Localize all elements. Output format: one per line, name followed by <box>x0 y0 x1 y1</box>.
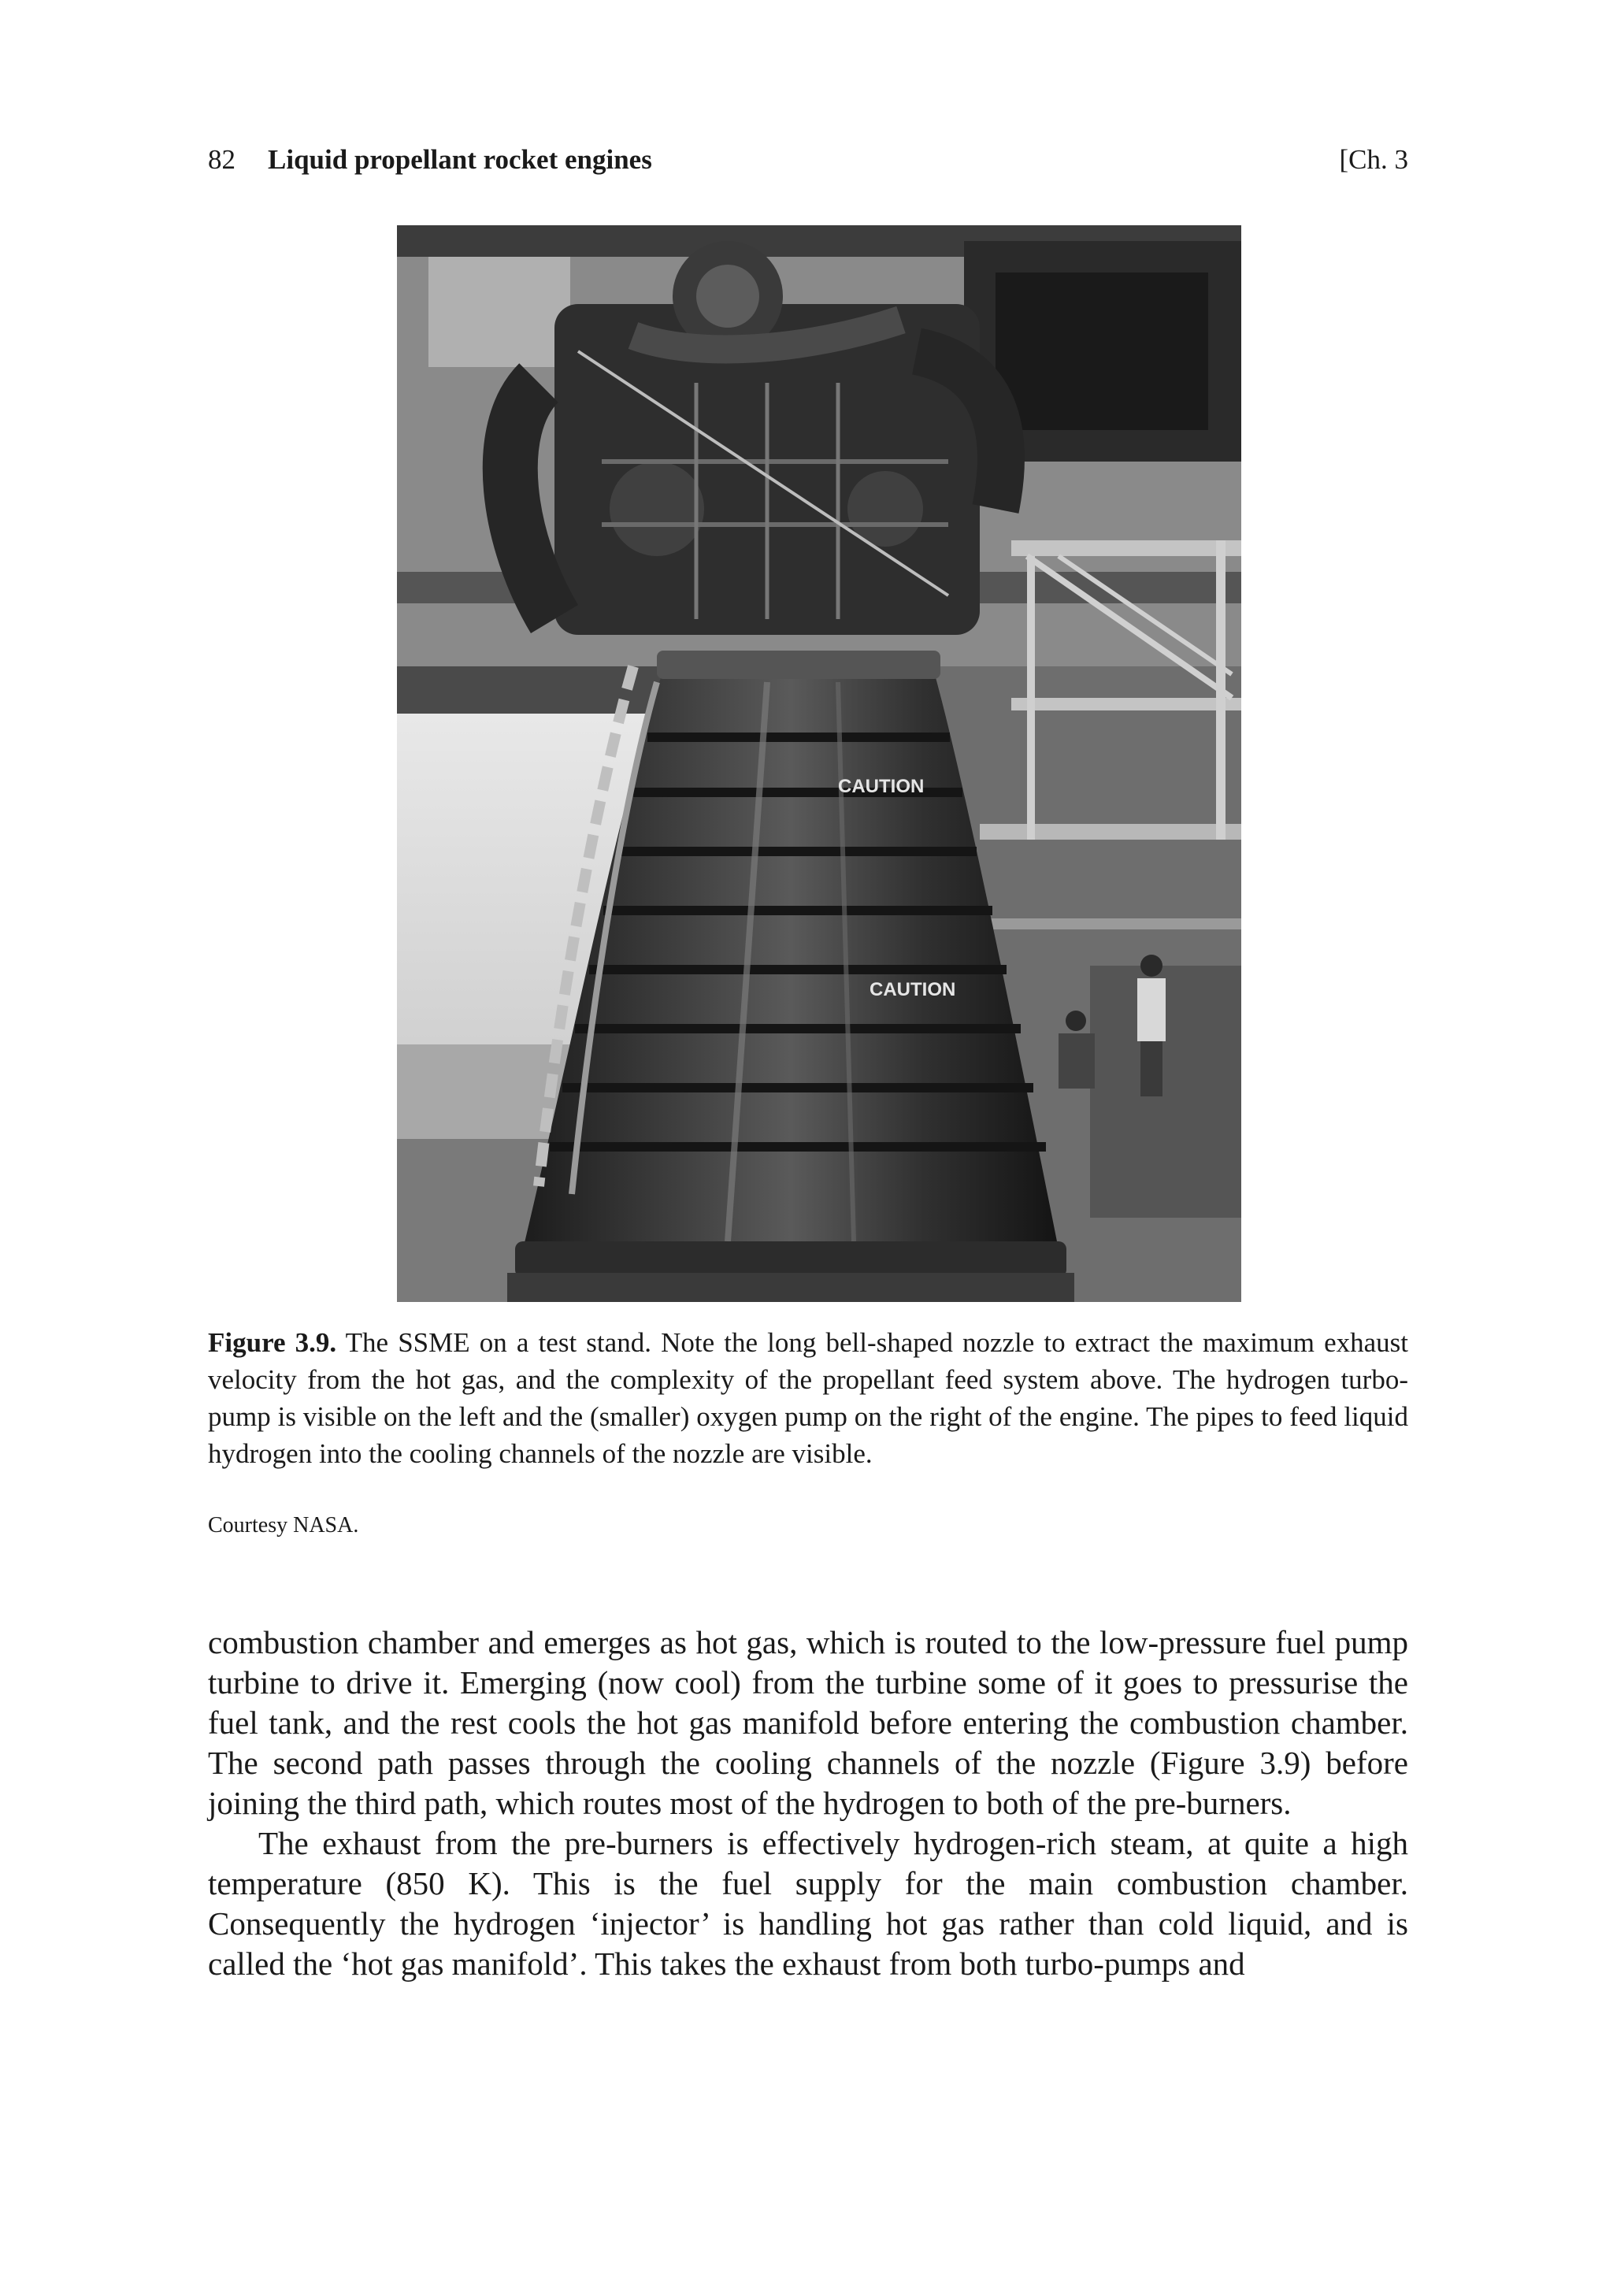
body-paragraph: The exhaust from the pre-burners is effectively hydrogen-rich steam, at quite a high temperature (850 K). This is the fuel supply for the main combustion chamber. Consequently the hydrogen ‘injector’ is handling hot gas rather than cold liquid, and is called the ‘hot gas manifold’. This takes the exhaust from both turbo-pumps and <box>208 1825 1408 1982</box>
figure-credit: Courtesy NASA. <box>208 1513 359 1537</box>
figure-caption <box>208 1324 1408 1472</box>
running-head <box>208 140 1408 180</box>
page-number: 82 <box>208 144 235 175</box>
running-head-title: Liquid propellant rocket engines <box>268 144 652 175</box>
caution-label-lower: CAUTION <box>870 979 956 1000</box>
ssme-test-stand-photo <box>397 225 1241 1302</box>
engine-photo-illustration <box>397 225 1241 1302</box>
figure-caption-text: The SSME on a test stand. Note the long bell-shaped nozzle to extract the maximum exhaust velocity from the hot gas, and the complexity of the propellant feed system above. The hydrogen turbo-pump is visible on the left and the (smaller) oxygen pump on the right of the engine. The pipes to feed liquid hydrogen into the cooling channels of the nozzle are visible. <box>208 1327 1408 1469</box>
body-text <box>208 1623 1408 1984</box>
figure-label: Figure 3.9. <box>208 1327 337 1358</box>
chapter-marker: [Ch. 3 <box>1339 144 1408 175</box>
body-paragraph: combustion chamber and emerges as hot gas, which is routed to the low-pressure fuel pump turbine to drive it. Emerging (now cool) from the turbine some of it goes to pressurise the fuel tank, and the rest cools the hot gas manifold before entering the combustion chamber. The second path passes through the cooling channels of the nozzle (Figure 3.9) before joining the third path, which routes most of the hydrogen to both of the pre-burners. <box>208 1624 1408 1821</box>
caution-label-upper: CAUTION <box>838 776 925 797</box>
